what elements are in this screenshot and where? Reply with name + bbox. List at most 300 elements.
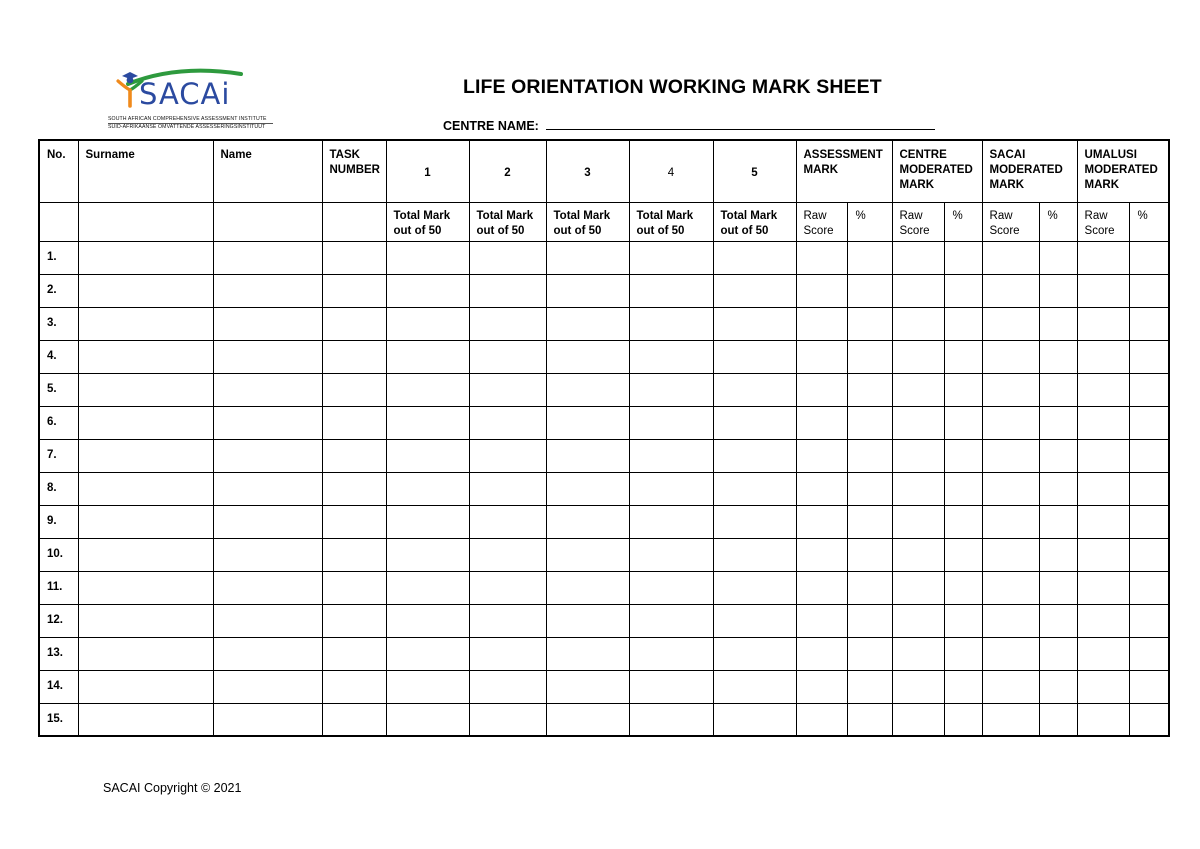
entry-cell[interactable] (1077, 373, 1129, 406)
subheader-total-mark: Total Mark out of 50 (386, 202, 469, 241)
centre-name-label: CENTRE NAME: (443, 119, 539, 133)
entry-cell[interactable] (982, 307, 1039, 340)
entry-cell[interactable] (892, 439, 944, 472)
entry-cell[interactable] (796, 307, 847, 340)
entry-cell[interactable] (469, 274, 546, 307)
entry-cell[interactable] (469, 340, 546, 373)
entry-cell[interactable] (944, 670, 982, 703)
entry-cell[interactable] (78, 703, 213, 736)
entry-cell[interactable] (469, 703, 546, 736)
entry-cell[interactable] (982, 703, 1039, 736)
entry-cell[interactable] (713, 604, 796, 637)
entry-cell[interactable] (78, 439, 213, 472)
entry-cell[interactable] (1077, 274, 1129, 307)
entry-cell[interactable] (213, 604, 322, 637)
entry-cell[interactable] (1077, 571, 1129, 604)
entry-cell[interactable] (322, 340, 386, 373)
entry-cell[interactable] (1077, 439, 1129, 472)
entry-cell[interactable] (322, 604, 386, 637)
entry-cell[interactable] (847, 472, 892, 505)
page-title: LIFE ORIENTATION WORKING MARK SHEET (463, 76, 882, 98)
entry-cell[interactable] (892, 340, 944, 373)
entry-cell[interactable] (944, 538, 982, 571)
entry-cell[interactable] (944, 307, 982, 340)
entry-cell[interactable] (1077, 538, 1129, 571)
entry-cell[interactable] (213, 505, 322, 538)
entry-cell[interactable] (322, 505, 386, 538)
entry-cell[interactable] (1077, 472, 1129, 505)
entry-cell[interactable] (322, 571, 386, 604)
entry-cell[interactable] (1039, 472, 1077, 505)
entry-cell[interactable] (322, 241, 386, 274)
subheader-raw-score: Raw Score (982, 202, 1039, 241)
entry-cell[interactable] (847, 340, 892, 373)
logo-tagline-afrikaans: SUID-AFRIKAANSE OMVATTENDE ASSESSERINGSINSTITUUT (108, 123, 273, 130)
subheader-percent: % (1129, 202, 1169, 241)
header-sacai-moderated-mark: SACAI MODERATED MARK (982, 140, 1077, 202)
entry-cell[interactable] (78, 670, 213, 703)
entry-cell[interactable] (847, 307, 892, 340)
entry-cell[interactable] (386, 538, 469, 571)
entry-cell[interactable] (1039, 340, 1077, 373)
entry-cell[interactable] (546, 604, 629, 637)
entry-cell[interactable] (1129, 571, 1169, 604)
entry-cell[interactable] (892, 637, 944, 670)
table-row (39, 439, 1169, 472)
entry-cell[interactable] (469, 439, 546, 472)
entry-cell[interactable] (469, 670, 546, 703)
entry-cell[interactable] (629, 274, 713, 307)
header-assessment-mark: ASSESSMENT MARK (796, 140, 892, 202)
entry-cell[interactable] (386, 274, 469, 307)
entry-cell[interactable] (386, 373, 469, 406)
copyright-footer: SACAI Copyright © 2021 (103, 781, 242, 795)
entry-cell[interactable] (944, 241, 982, 274)
entry-cell[interactable] (546, 538, 629, 571)
entry-cell[interactable] (1039, 307, 1077, 340)
header-no: No. (39, 140, 78, 202)
entry-cell[interactable] (213, 340, 322, 373)
entry-cell[interactable] (1077, 604, 1129, 637)
header-surname: Surname (78, 140, 213, 202)
entry-cell[interactable] (629, 604, 713, 637)
subheader-total-mark: Total Mark out of 50 (713, 202, 796, 241)
entry-cell[interactable] (1129, 703, 1169, 736)
entry-cell[interactable] (847, 670, 892, 703)
entry-cell[interactable] (78, 637, 213, 670)
header-task-5: 5 (713, 140, 796, 202)
entry-cell[interactable] (982, 505, 1039, 538)
subheader-total-mark: Total Mark out of 50 (629, 202, 713, 241)
entry-cell[interactable] (713, 274, 796, 307)
header-task-number: TASK NUMBER (322, 140, 386, 202)
header-task-4: 4 (629, 140, 713, 202)
entry-cell[interactable] (1039, 538, 1077, 571)
entry-cell[interactable] (713, 307, 796, 340)
entry-cell[interactable] (847, 703, 892, 736)
row-number: 14. (39, 670, 78, 703)
entry-cell[interactable] (847, 538, 892, 571)
entry-cell[interactable] (78, 340, 213, 373)
entry-cell[interactable] (546, 274, 629, 307)
table-row (39, 571, 1169, 604)
entry-cell[interactable] (1039, 406, 1077, 439)
entry-cell[interactable] (713, 670, 796, 703)
entry-cell[interactable] (1129, 604, 1169, 637)
entry-cell[interactable] (796, 340, 847, 373)
entry-cell[interactable] (213, 274, 322, 307)
entry-cell[interactable] (322, 637, 386, 670)
entry-cell[interactable] (847, 637, 892, 670)
header-task-3: 3 (546, 140, 629, 202)
subheader-row (39, 202, 1169, 241)
entry-cell[interactable] (944, 637, 982, 670)
entry-cell[interactable] (892, 373, 944, 406)
entry-cell[interactable] (546, 571, 629, 604)
entry-cell[interactable] (546, 703, 629, 736)
entry-cell[interactable] (1129, 670, 1169, 703)
centre-name-field (443, 118, 935, 133)
entry-cell[interactable] (629, 373, 713, 406)
entry-cell[interactable] (713, 505, 796, 538)
entry-cell[interactable] (892, 505, 944, 538)
entry-cell[interactable] (892, 604, 944, 637)
entry-cell[interactable] (796, 241, 847, 274)
row-number: 2. (39, 274, 78, 307)
entry-cell[interactable] (386, 439, 469, 472)
entry-cell[interactable] (944, 406, 982, 439)
entry-cell[interactable] (847, 274, 892, 307)
entry-cell[interactable] (1039, 274, 1077, 307)
row-number: 9. (39, 505, 78, 538)
entry-cell[interactable] (982, 406, 1039, 439)
entry-cell[interactable] (1077, 241, 1129, 274)
entry-cell[interactable] (322, 538, 386, 571)
table-row (39, 406, 1169, 439)
entry-cell[interactable] (213, 307, 322, 340)
table-row (39, 703, 1169, 736)
entry-cell[interactable] (386, 307, 469, 340)
entry-cell[interactable] (78, 406, 213, 439)
entry-cell[interactable] (1039, 439, 1077, 472)
entry-cell[interactable] (1129, 472, 1169, 505)
entry-cell[interactable] (847, 439, 892, 472)
sacai-logo-mark-icon (108, 66, 273, 116)
entry-cell[interactable] (213, 571, 322, 604)
entry-cell[interactable] (847, 505, 892, 538)
entry-cell[interactable] (982, 241, 1039, 274)
subheader-raw-score: Raw Score (1077, 202, 1129, 241)
entry-cell[interactable] (546, 472, 629, 505)
entry-cell[interactable] (796, 274, 847, 307)
entry-cell[interactable] (213, 241, 322, 274)
logo-tagline-english: SOUTH AFRICAN COMPREHENSIVE ASSESSMENT INSTITUTE (108, 116, 267, 122)
row-number: 6. (39, 406, 78, 439)
entry-cell[interactable] (1039, 505, 1077, 538)
entry-cell[interactable] (78, 241, 213, 274)
entry-cell[interactable] (386, 703, 469, 736)
entry-cell[interactable] (469, 307, 546, 340)
entry-cell[interactable] (469, 373, 546, 406)
row-number: 11. (39, 571, 78, 604)
entry-cell[interactable] (213, 439, 322, 472)
header-umalusi-moderated-mark: UMALUSI MODERATED MARK (1077, 140, 1169, 202)
entry-cell[interactable] (629, 703, 713, 736)
entry-cell[interactable] (944, 373, 982, 406)
entry-cell[interactable] (629, 505, 713, 538)
entry-cell[interactable] (469, 505, 546, 538)
entry-cell[interactable] (892, 538, 944, 571)
entry-cell[interactable] (322, 670, 386, 703)
entry-cell[interactable] (1039, 604, 1077, 637)
entry-cell[interactable] (1077, 406, 1129, 439)
entry-cell[interactable] (322, 439, 386, 472)
entry-cell[interactable] (322, 274, 386, 307)
entry-cell[interactable] (1039, 637, 1077, 670)
entry-cell[interactable] (386, 637, 469, 670)
entry-cell[interactable] (469, 637, 546, 670)
sacai-logo (108, 66, 273, 134)
entry-cell[interactable] (892, 472, 944, 505)
entry-cell[interactable] (713, 439, 796, 472)
table-row (39, 373, 1169, 406)
entry-cell[interactable] (796, 472, 847, 505)
entry-cell[interactable] (213, 406, 322, 439)
entry-cell[interactable] (944, 571, 982, 604)
entry-cell[interactable] (713, 571, 796, 604)
entry-cell[interactable] (546, 670, 629, 703)
entry-cell[interactable] (847, 406, 892, 439)
entry-cell[interactable] (629, 406, 713, 439)
entry-cell[interactable] (1129, 538, 1169, 571)
entry-cell[interactable] (386, 340, 469, 373)
entry-cell[interactable] (213, 703, 322, 736)
entry-cell[interactable] (713, 637, 796, 670)
entry-cell[interactable] (78, 373, 213, 406)
entry-cell[interactable] (1039, 241, 1077, 274)
entry-cell[interactable] (982, 439, 1039, 472)
entry-cell[interactable] (213, 637, 322, 670)
entry-cell[interactable] (796, 439, 847, 472)
entry-cell[interactable] (629, 637, 713, 670)
entry-cell[interactable] (629, 307, 713, 340)
entry-cell[interactable] (982, 274, 1039, 307)
subheader-percent: % (847, 202, 892, 241)
entry-cell[interactable] (1129, 274, 1169, 307)
row-number: 4. (39, 340, 78, 373)
entry-cell[interactable] (944, 439, 982, 472)
entry-cell[interactable] (213, 373, 322, 406)
mark-sheet-table (38, 139, 1170, 737)
entry-cell[interactable] (982, 373, 1039, 406)
entry-cell[interactable] (322, 472, 386, 505)
entry-cell[interactable] (796, 670, 847, 703)
entry-cell[interactable] (322, 406, 386, 439)
entry-cell[interactable] (546, 439, 629, 472)
entry-cell[interactable] (1039, 703, 1077, 736)
header-task-1: 1 (386, 140, 469, 202)
entry-cell[interactable] (944, 604, 982, 637)
entry-cell[interactable] (1077, 670, 1129, 703)
entry-cell[interactable] (213, 472, 322, 505)
entry-cell[interactable] (629, 241, 713, 274)
entry-cell[interactable] (892, 406, 944, 439)
table-row (39, 670, 1169, 703)
entry-cell[interactable] (546, 505, 629, 538)
entry-cell[interactable] (546, 307, 629, 340)
entry-cell[interactable] (386, 670, 469, 703)
table-row (39, 538, 1169, 571)
entry-cell[interactable] (796, 538, 847, 571)
entry-cell[interactable] (386, 571, 469, 604)
entry-cell[interactable] (796, 571, 847, 604)
entry-cell[interactable] (713, 340, 796, 373)
entry-cell[interactable] (469, 406, 546, 439)
entry-cell[interactable] (78, 571, 213, 604)
entry-cell[interactable] (78, 472, 213, 505)
entry-cell[interactable] (322, 373, 386, 406)
entry-cell[interactable] (982, 538, 1039, 571)
entry-cell[interactable] (1077, 505, 1129, 538)
subheader-percent: % (1039, 202, 1077, 241)
table-row (39, 241, 1169, 274)
entry-cell[interactable] (1129, 373, 1169, 406)
entry-cell[interactable] (78, 307, 213, 340)
entry-cell[interactable] (469, 538, 546, 571)
entry-cell[interactable] (1039, 373, 1077, 406)
entry-cell[interactable] (1039, 571, 1077, 604)
entry-cell[interactable] (796, 373, 847, 406)
entry-cell[interactable] (322, 703, 386, 736)
row-number: 5. (39, 373, 78, 406)
entry-cell[interactable] (629, 340, 713, 373)
entry-cell[interactable] (546, 340, 629, 373)
entry-cell[interactable] (1077, 703, 1129, 736)
entry-cell[interactable] (629, 571, 713, 604)
entry-cell[interactable] (982, 340, 1039, 373)
entry-cell[interactable] (982, 637, 1039, 670)
centre-name-blank-line[interactable] (546, 118, 935, 130)
entry-cell[interactable] (796, 703, 847, 736)
row-number: 13. (39, 637, 78, 670)
entry-cell[interactable] (944, 703, 982, 736)
subheader-blank (322, 202, 386, 241)
entry-cell[interactable] (386, 241, 469, 274)
entry-cell[interactable] (982, 670, 1039, 703)
entry-cell[interactable] (892, 307, 944, 340)
entry-cell[interactable] (629, 538, 713, 571)
row-number: 3. (39, 307, 78, 340)
entry-cell[interactable] (1039, 670, 1077, 703)
entry-cell[interactable] (1077, 307, 1129, 340)
entry-cell[interactable] (629, 670, 713, 703)
entry-cell[interactable] (78, 604, 213, 637)
entry-cell[interactable] (322, 307, 386, 340)
entry-cell[interactable] (713, 472, 796, 505)
entry-cell[interactable] (713, 538, 796, 571)
entry-cell[interactable] (546, 373, 629, 406)
entry-cell[interactable] (546, 406, 629, 439)
entry-cell[interactable] (892, 703, 944, 736)
entry-cell[interactable] (78, 505, 213, 538)
entry-cell[interactable] (713, 703, 796, 736)
entry-cell[interactable] (1129, 307, 1169, 340)
row-number: 15. (39, 703, 78, 736)
entry-cell[interactable] (213, 670, 322, 703)
entry-cell[interactable] (78, 274, 213, 307)
entry-cell[interactable] (713, 241, 796, 274)
entry-cell[interactable] (796, 637, 847, 670)
entry-cell[interactable] (944, 340, 982, 373)
table-row (39, 505, 1169, 538)
entry-cell[interactable] (847, 241, 892, 274)
entry-cell[interactable] (944, 472, 982, 505)
entry-cell[interactable] (892, 571, 944, 604)
entry-cell[interactable] (386, 505, 469, 538)
entry-cell[interactable] (629, 472, 713, 505)
entry-cell[interactable] (1129, 241, 1169, 274)
entry-cell[interactable] (982, 472, 1039, 505)
entry-cell[interactable] (469, 241, 546, 274)
header-name: Name (213, 140, 322, 202)
header-centre-moderated-mark: CENTRE MODERATED MARK (892, 140, 982, 202)
subheader-percent: % (944, 202, 982, 241)
subheader-raw-score: Raw Score (892, 202, 944, 241)
entry-cell[interactable] (944, 505, 982, 538)
entry-cell[interactable] (713, 373, 796, 406)
entry-cell[interactable] (1129, 505, 1169, 538)
row-number: 1. (39, 241, 78, 274)
entry-cell[interactable] (1129, 406, 1169, 439)
entry-cell[interactable] (796, 505, 847, 538)
entry-cell[interactable] (469, 472, 546, 505)
subheader-total-mark: Total Mark out of 50 (546, 202, 629, 241)
table-row (39, 472, 1169, 505)
entry-cell[interactable] (892, 241, 944, 274)
entry-cell[interactable] (386, 406, 469, 439)
entry-cell[interactable] (1129, 340, 1169, 373)
entry-cell[interactable] (213, 538, 322, 571)
entry-cell[interactable] (1077, 637, 1129, 670)
entry-cell[interactable] (469, 571, 546, 604)
entry-cell[interactable] (469, 604, 546, 637)
entry-cell[interactable] (713, 406, 796, 439)
entry-cell[interactable] (386, 472, 469, 505)
entry-cell[interactable] (944, 274, 982, 307)
entry-cell[interactable] (847, 373, 892, 406)
entry-cell[interactable] (1129, 637, 1169, 670)
entry-cell[interactable] (1129, 439, 1169, 472)
entry-cell[interactable] (796, 406, 847, 439)
entry-cell[interactable] (847, 571, 892, 604)
entry-cell[interactable] (386, 604, 469, 637)
row-number: 8. (39, 472, 78, 505)
header-row (39, 140, 1169, 202)
entry-cell[interactable] (1077, 340, 1129, 373)
entry-cell[interactable] (892, 274, 944, 307)
entry-cell[interactable] (796, 604, 847, 637)
entry-cell[interactable] (982, 571, 1039, 604)
entry-cell[interactable] (847, 604, 892, 637)
table-row (39, 637, 1169, 670)
entry-cell[interactable] (78, 538, 213, 571)
subheader-blank (78, 202, 213, 241)
entry-cell[interactable] (546, 637, 629, 670)
entry-cell[interactable] (982, 604, 1039, 637)
entry-cell[interactable] (629, 439, 713, 472)
entry-cell[interactable] (892, 670, 944, 703)
entry-cell[interactable] (546, 241, 629, 274)
